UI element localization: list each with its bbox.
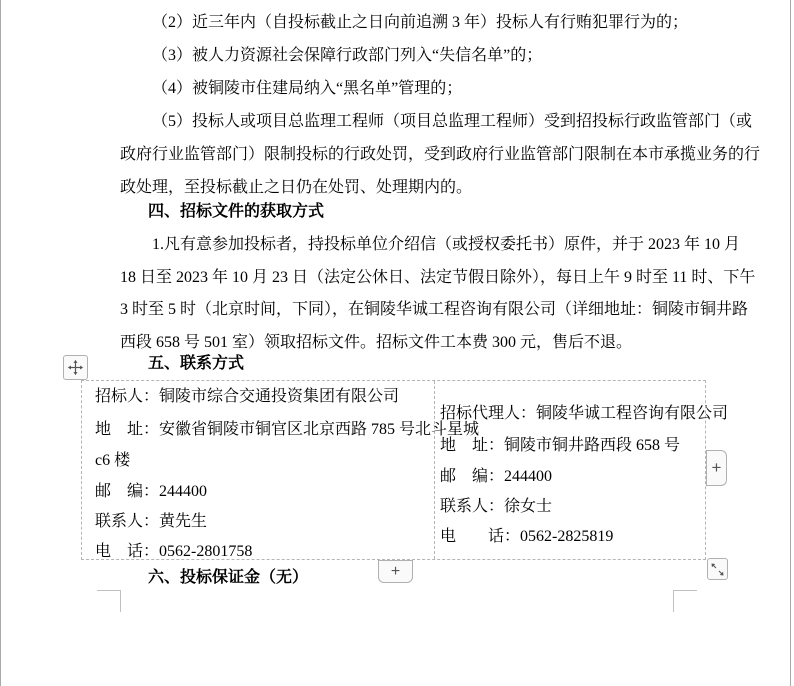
bidder-phone-line: 电 话：0562-2801758 <box>95 543 253 560</box>
clause-item-5-line-3: 政处理，至投标截止之日仍在处罚、处理期内的。 <box>120 179 473 196</box>
section-4-paragraph-line-3: 3 时至 5 时（北京时间，下同），在铜陵华诚工程咨询有限公司（详细地址：铜陵市铜井路 <box>120 301 749 318</box>
clause-item-4: （4）被铜陵市住建局纳入“黑名单”管理的； <box>152 80 463 97</box>
contact-table-column-divider <box>434 381 435 559</box>
page-right-edge <box>790 0 791 686</box>
clause-item-3: （3）被人力资源社会保障行政部门列入“失信名单”的； <box>152 47 543 64</box>
agent-name-line: 招标代理人：铜陵华诚工程咨询有限公司 <box>440 405 729 422</box>
section-6-heading: 六、投标保证金（无） <box>148 569 309 586</box>
bottom-left-margin-mark <box>97 590 121 612</box>
section-4-paragraph-line-2: 18 日至 2023 年 10 月 23 日（法定公休日、法定节假日除外），每日上午 9 时至 11 时、下午 <box>120 269 756 286</box>
section-5-heading: 五、联系方式 <box>148 355 245 372</box>
bidder-address-line-1: 地 址：安徽省铜陵市铜官区北京西路 785 号北斗星城 <box>95 421 480 438</box>
bottom-right-margin-mark <box>673 590 697 612</box>
bidder-postcode-line: 邮 编：244400 <box>95 483 208 500</box>
bidder-address-line-2: c6 楼 <box>95 452 131 469</box>
plus-icon: + <box>390 562 401 580</box>
insert-row-button[interactable] <box>378 560 413 583</box>
clause-item-5-line-1: （5）投标人或项目总监理工程师（项目总监理工程师）受到招投标行政监管部门（或 <box>152 113 753 130</box>
clause-item-5-line-2: 政府行业监管部门）限制投标的行政处罚，受到政府行业监管部门限制在本市承揽业务的行 <box>120 146 761 163</box>
section-4-paragraph-line-4: 西段 658 号 501 室）领取招标文件。招标文件工本费 300 元，售后不退。 <box>120 334 633 351</box>
agent-contact-line: 联系人：徐女士 <box>440 498 553 515</box>
agent-address-line: 地 址：铜陵市铜井路西段 658 号 <box>440 437 681 454</box>
insert-column-button[interactable] <box>706 450 727 486</box>
section-4-heading: 四、招标文件的获取方式 <box>148 203 325 220</box>
table-resize-handle[interactable] <box>707 558 728 580</box>
agent-postcode-line: 邮 编：244400 <box>440 468 553 485</box>
section-4-paragraph-line-1: 1.凡有意参加投标者，持投标单位介绍信（或授权委托书）原件，并于 2023 年 10 月 <box>152 236 741 253</box>
page-left-edge <box>0 0 1 686</box>
table-move-handle[interactable] <box>63 355 88 380</box>
clause-item-2: （2）近三年内（自投标截止之日向前追溯 3 年）投标人有行贿犯罪行为的； <box>152 14 689 31</box>
plus-icon: + <box>711 458 722 477</box>
resize-diagonal-arrows-icon <box>710 562 725 577</box>
bidder-contact-line: 联系人：黄先生 <box>95 513 208 530</box>
agent-phone-line: 电 话：0562-2825819 <box>440 528 614 545</box>
move-arrows-icon <box>67 359 84 376</box>
bidder-name-line: 招标人：铜陵市综合交通投资集团有限公司 <box>95 388 400 405</box>
